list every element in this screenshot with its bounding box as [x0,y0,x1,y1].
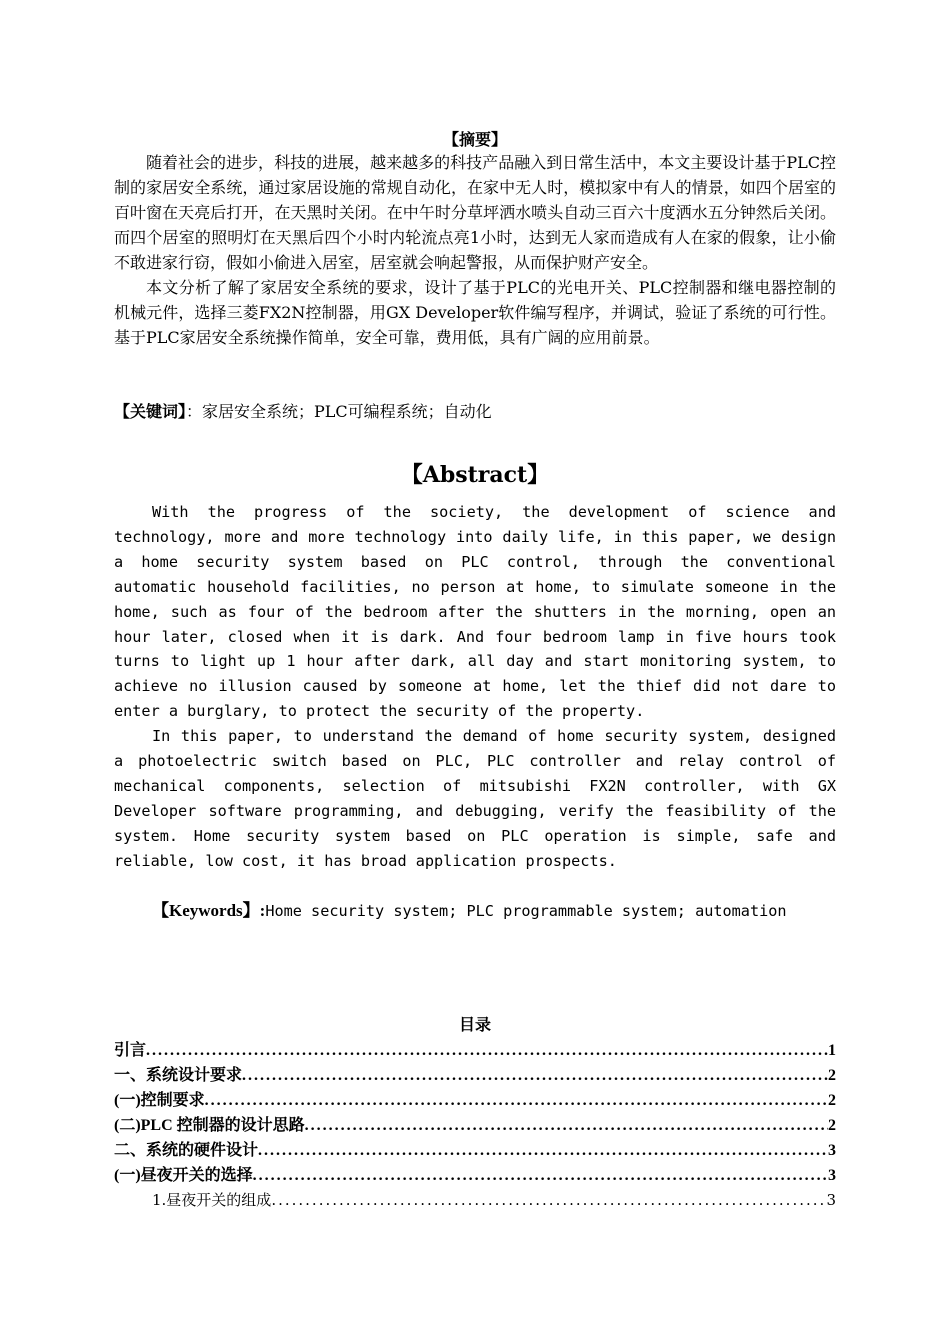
toc-entry-label: (二)PLC 控制器的设计思路 [114,1117,305,1134]
abstract-en-title: 【Abstract】 [400,462,550,488]
abstract-en-paragraph-1: With the progress of the society, the development of science and technology, more and more technology into daily life, in this paper, we design a home security system based on PLC control, through the conventional automatic household facilities, no person at home, to simulate someone in the home, such as four of the bedroom after the shutters in the morning, open an hour later, closed when it is dark. And four bedroom lamp in five hours took turns to light up 1 hour after dark, all day and start monitoring system, to achieve no illusion caused by someone at home, let the thief did not dare to enter a burglary, to protect the security of the property. [114,503,836,721]
toc-entry-page: 1 [828,1042,836,1059]
toc-entry-page: 2 [828,1067,836,1084]
abstract-en-body [114,500,836,874]
keywords-cn-text: ：家居安全系统；PLC可编程系统；自动化 [186,402,492,421]
keywords-en-text: Home security system; PLC programmable system; automation [265,902,787,920]
keywords-cn [114,399,492,425]
toc-entry-label: 一、系统设计要求 [114,1067,243,1084]
toc-entry-page: 2 [828,1092,836,1109]
abstract-cn-paragraph-1: 随着社会的进步，科技的进展，越来越多的科技产品融入到日常生活中，本文主要设计基于PLC控制的家居安全系统，通过家居设施的常规自动化，在家中无人时，模拟家中有人的情景，如四个居室的百叶窗在天亮后打开，在天黑时关闭。在中午时分草坪洒水喷头自动三百六十度洒水五分钟然后关闭。而四个居室的照明灯在天黑后四个小时内轮流点亮1小时，达到无人家而造成有人在家的假象，让小偷不敢进家行窃，假如小偷进入居室，居室就会响起警报，从而保护财产安全。 [114,153,836,272]
toc-leader [305,1113,828,1138]
toc-entry-page: 3 [828,1142,836,1159]
toc-entry-page: 3 [826,1191,836,1209]
toc-leader [242,1063,828,1088]
toc-entry-label: 引言 [114,1042,147,1059]
toc-entry-label: (一)控制要求 [114,1092,205,1109]
table-of-contents [114,1038,836,1213]
toc-entry-label: (一)昼夜开关的选择 [114,1167,253,1184]
toc-leader [258,1138,828,1163]
abstract-en-paragraph-2: In this paper, to understand the demand of home security system, designed a photoelectric switch based on PLC, PLC controller and relay control of mechanical components, selection of mitsubishi FX2N controller, with GX Developer software programming, and debugging, verify the feasibility of the system. Home security system based on PLC operation is simple, safe and reliable, low cost, it has broad application prospects. [114,727,836,870]
toc-entry-page: 2 [828,1117,836,1134]
toc-entry-page: 3 [828,1167,836,1184]
keywords-en [152,898,787,924]
toc-entry[interactable] [114,1138,836,1163]
keywords-cn-label: 【关键词】 [114,402,187,421]
toc-entry[interactable] [114,1063,836,1088]
toc-entry[interactable] [114,1163,836,1188]
toc-entry[interactable] [114,1088,836,1113]
abstract-cn-body [114,150,836,350]
toc-entry-label: 二、系统的硬件设计 [114,1142,259,1159]
toc-title: 目录 [458,1015,491,1034]
toc-leader [271,1188,826,1213]
abstract-cn-title: 【摘要】 [442,130,507,149]
toc-entry[interactable] [114,1188,836,1213]
toc-entry[interactable] [114,1113,836,1138]
toc-entry[interactable] [114,1038,836,1063]
keywords-en-label: 【Keywords】: [152,901,266,920]
abstract-cn-paragraph-2: 本文分析了解了家居安全系统的要求，设计了基于PLC的光电开关、PLC控制器和继电器控制的机械元件，选择三菱FX2N控制器，用GX Developer软件编写程序，并调试，验证了系统的可行性。基于PLC家居安全系统操作简单，安全可靠，费用低，具有广阔的应用前景。 [114,278,836,347]
toc-leader [253,1163,828,1188]
toc-leader [205,1088,828,1113]
toc-leader [146,1038,828,1063]
toc-entry-label: 1.昼夜开关的组成 [152,1191,272,1209]
